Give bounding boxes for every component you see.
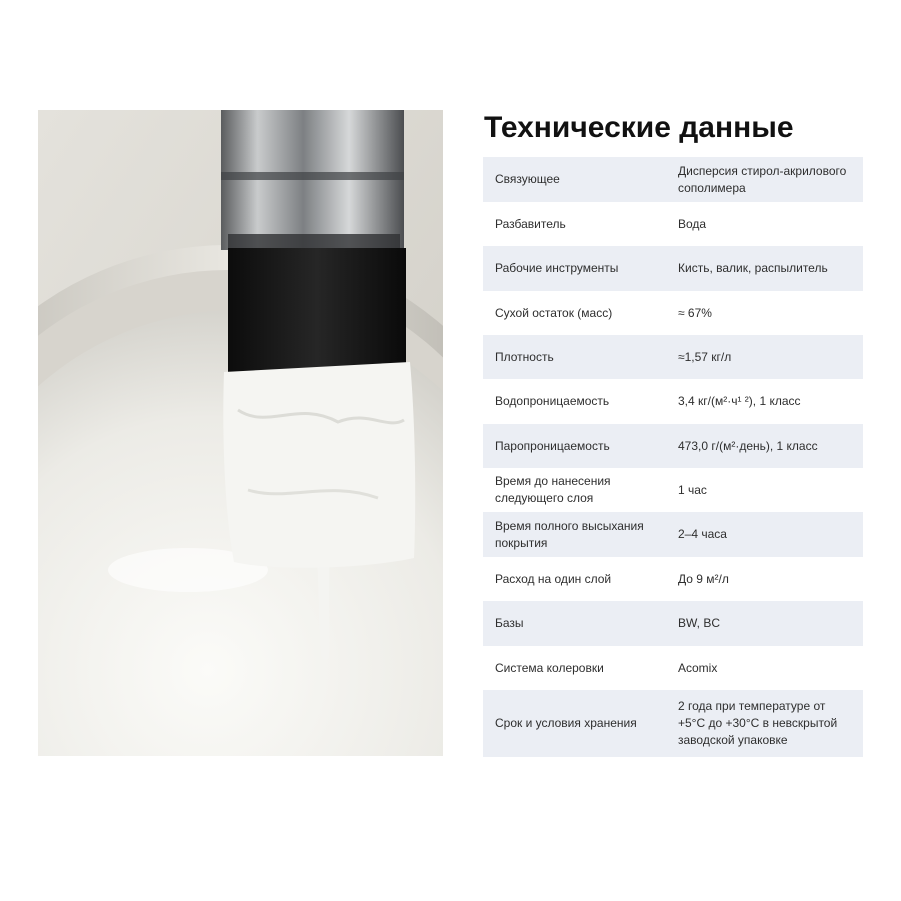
spec-value: 2–4 часа — [665, 512, 863, 557]
spec-row — [483, 601, 863, 646]
spec-label: Система колеровки — [483, 646, 665, 690]
spec-row — [483, 335, 863, 379]
spec-table — [483, 157, 863, 757]
spec-value: Дисперсия стирол-акрилового сополимера — [665, 157, 863, 202]
spec-label: Срок и условия хранения — [483, 690, 665, 757]
spec-label: Время до нанесения следующего слоя — [483, 468, 665, 512]
spec-value: Вода — [665, 202, 863, 246]
spec-label: Водопроницаемость — [483, 379, 665, 424]
spec-row — [483, 291, 863, 335]
spec-value: ≈ 67% — [665, 291, 863, 335]
spec-label: Время полного высыхания покрытия — [483, 512, 665, 557]
spec-row — [483, 512, 863, 557]
spec-row — [483, 424, 863, 468]
spec-value: BW, BC — [665, 601, 863, 646]
spec-label: Разбавитель — [483, 202, 665, 246]
spec-row — [483, 468, 863, 512]
spec-value: 1 час — [665, 468, 863, 512]
product-photo — [38, 110, 443, 756]
spec-row — [483, 379, 863, 424]
spec-row — [483, 246, 863, 291]
spec-value: ≈1,57 кг/л — [665, 335, 863, 379]
spec-label: Плотность — [483, 335, 665, 379]
spec-row — [483, 690, 863, 757]
spec-value: Кисть, валик, распылитель — [665, 246, 863, 291]
spec-label: Паропроницаемость — [483, 424, 665, 468]
spec-label: Сухой остаток (масс) — [483, 291, 665, 335]
spec-row — [483, 202, 863, 246]
spec-value: До 9 м²/л — [665, 557, 863, 601]
spec-row — [483, 646, 863, 690]
spec-value: 2 года при температуре от +5°C до +30°C в невскрытой заводской упаковке — [665, 690, 863, 757]
spec-value: 3,4 кг/(м²·ч¹ ²), 1 класс — [665, 379, 863, 424]
spec-row — [483, 557, 863, 601]
spec-label: Базы — [483, 601, 665, 646]
spec-label: Расход на один слой — [483, 557, 665, 601]
page-title: Технические данные — [484, 111, 794, 144]
spec-value: 473,0 г/(м²·день), 1 класс — [665, 424, 863, 468]
spec-value: Acomix — [665, 646, 863, 690]
spec-table-body — [483, 157, 863, 757]
spec-label: Связующее — [483, 157, 665, 202]
spec-row — [483, 157, 863, 202]
spec-label: Рабочие инструменты — [483, 246, 665, 291]
